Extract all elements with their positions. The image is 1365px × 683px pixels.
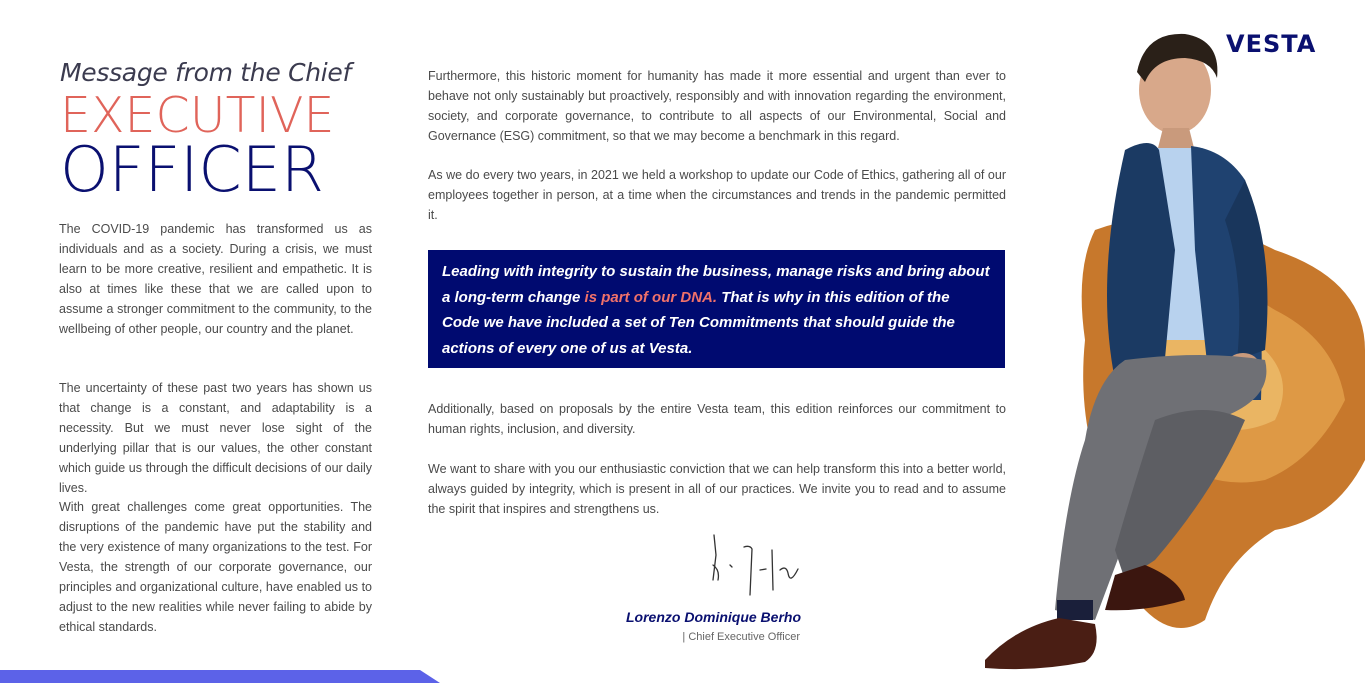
quote-highlight: is part of our DNA. (584, 288, 718, 306)
mid-paragraph-4: We want to share with you our enthusiastic conviction that we can help transform this into a better world, always guided by integrity, which is present in all of our practices. We invite you to read and to assume the spirit that inspires and strengthens us. (428, 462, 1006, 516)
title-executive: EXECUTIVE (60, 87, 335, 144)
left-paragraph-3: With great challenges come great opportunities. The disruptions of the pandemic have put the stability and the very existence of many organizations to the test. For Vesta, the strength of our corporate governance, our principles and organizational culture, have enabled us to adjust to the new realities while never failing to abide by ethical standards. (59, 500, 372, 634)
title-officer: OFFICER (60, 133, 324, 206)
left-paragraph-1: The COVID-19 pandemic has transformed us as individuals and as a society. During a crisis, we must learn to be more creative, resilient and empathetic. It is also at times like these that we are called upon to assume a stronger commitment to the community, to the wellbeing of other people, our country and the planet. (59, 222, 372, 336)
quote-part-1: Leading with integrity to sustain the business, manage risks and bring about a long-term change (442, 263, 990, 306)
signatory-role: | Chief Executive Officer (682, 631, 800, 643)
title-prefix: Message from the Chief (60, 58, 351, 87)
handwritten-signature (700, 525, 810, 605)
ceo-photo (975, 20, 1365, 683)
mid-paragraph-1: Furthermore, this historic moment for humanity has made it more essential and urgent than ever to behave not only sustainably but proactively, responsibly and with innovation regarding the environment, society, and corporate governance, to contribute to all aspects of our Environmental, Social and Governance (ESG) commitment, so that we may become a benchmark in this regard. (428, 69, 1006, 143)
title-block (60, 58, 351, 206)
mid-paragraph-3: Additionally, based on proposals by the entire Vesta team, this edition reinforces our commitment to human rights, inclusion, and diversity. (428, 402, 1006, 436)
quote-box (428, 250, 1005, 368)
quote-text (442, 259, 991, 361)
mid-paragraph-2: As we do every two years, in 2021 we held a workshop to update our Code of Ethics, gathering all of our employees together in person, at a time when the circumstances and trends in the pandemic permitted it. (428, 168, 1006, 222)
bottom-accent-bar (0, 670, 440, 683)
left-paragraph-2: The uncertainty of these past two years has shown us that change is a constant, and adaptability is a necessity. But we must never lose sight of the underlying pillar that is our values, the other constant which guide us through the difficult decisions of our daily lives. (59, 381, 372, 495)
logo-text: VESTA (1226, 30, 1317, 58)
quote-part-2: That is why in this edition of the Code we have included a set of Ten Commitments that should guide the actions of every one of us at Vesta. (442, 288, 955, 357)
signatory-name: Lorenzo Dominique Berho (626, 609, 801, 625)
